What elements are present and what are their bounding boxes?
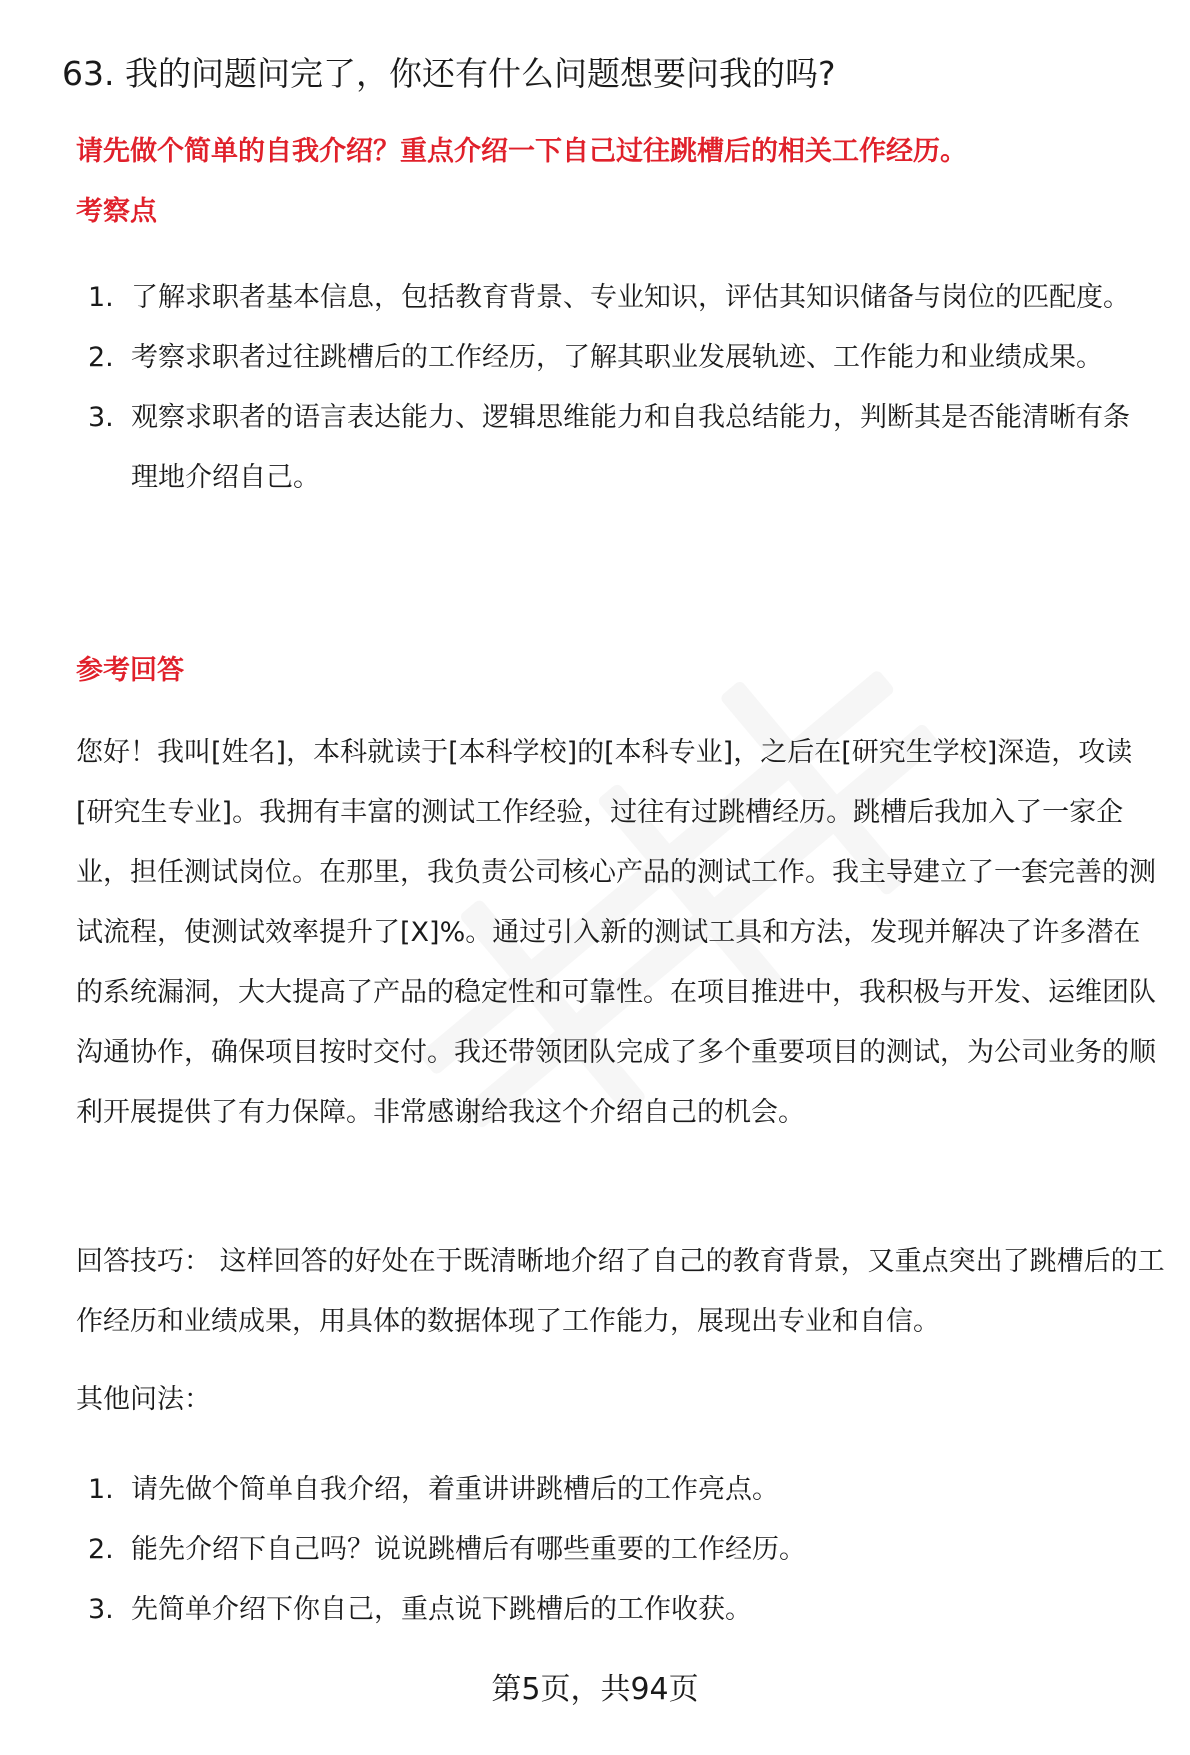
list-item-text: 考察求职者过往跳槽后的工作经历，了解其职业发展轨迹、工作能力和业绩成果。 <box>131 342 1103 373</box>
reference-heading: 参考回答 <box>76 655 184 686</box>
list-number: 3. <box>88 1594 114 1625</box>
list-item-text: 能先介绍下自己吗？说说跳槽后有哪些重要的工作经历。 <box>131 1534 806 1565</box>
main-question: 请先做个简单的自我介绍？重点介绍一下自己过往跳槽后的相关工作经历。 <box>76 136 967 167</box>
examine-list <box>76 268 1156 508</box>
list-item-text: 请先做个简单自我介绍，着重讲讲跳槽后的工作亮点。 <box>131 1474 779 1505</box>
list-number: 1. <box>88 282 114 313</box>
list-number: 1. <box>88 1474 114 1505</box>
list-number: 3. <box>88 402 114 433</box>
list-item-text: 观察求职者的语言表达能力、逻辑思维能力和自我总结能力，判断其是否能清晰有条理地介绍自己。 <box>131 402 1130 493</box>
reference-answer: 您好！我叫[姓名]，本科就读于[本科学校]的[本科专业]，之后在[研究生学校]深造，攻读[研究生专业]。我拥有丰富的测试工作经验，过往有过跳槽经历。跳槽后我加入了一家企业，担任测试岗位。在那里，我负责公司核心产品的测试工作。我主导建立了一套完善的测试流程，使测试效率提升了[X]%。通过引入新的测试工具和方法，发现并解决了许多潜在的系统漏洞，大大提高了产品的稳定性和可靠性。在项目推进中，我积极与开发、运维团队沟通协作，确保项目按时交付。我还带领团队完成了多个重要项目的测试，为公司业务的顺利开展提供了有力保障。非常感谢给我这个介绍自己的机会。 <box>76 737 1156 1128</box>
page-footer: 第5页，共94页 <box>491 1672 699 1707</box>
list-item <box>76 1520 1156 1580</box>
list-item <box>76 1580 1156 1640</box>
list-item <box>76 328 1156 388</box>
other-asks-label: 其他问法： <box>76 1384 211 1415</box>
answer-tips: 回答技巧： 这样回答的好处在于既清晰地介绍了自己的教育背景，又重点突出了跳槽后的工作经历和业绩成果，用具体的数据体现了工作能力，展现出专业和自信。 <box>76 1246 1165 1337</box>
list-item-text: 先简单介绍下你自己，重点说下跳槽后的工作收获。 <box>131 1594 752 1625</box>
examine-heading: 考察点 <box>76 196 157 227</box>
list-item-text: 了解求职者基本信息，包括教育背景、专业知识，评估其知识储备与岗位的匹配度。 <box>131 282 1130 313</box>
question-title: 63. 我的问题问完了，你还有什么问题想要问我的吗? <box>62 54 836 93</box>
list-item <box>76 1460 1156 1520</box>
list-item <box>76 268 1156 328</box>
list-number: 2. <box>88 342 114 373</box>
other-asks-list <box>76 1460 1156 1640</box>
list-number: 2. <box>88 1534 114 1565</box>
list-item <box>76 388 1156 508</box>
